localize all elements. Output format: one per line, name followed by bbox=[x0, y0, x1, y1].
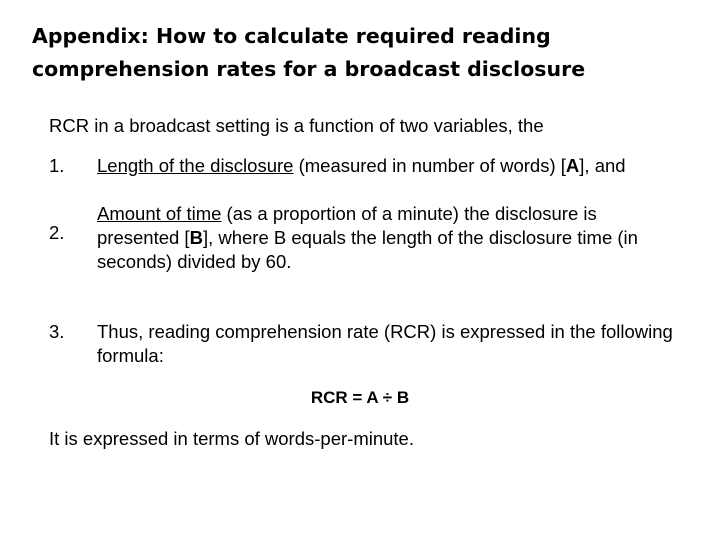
variable-label: B bbox=[189, 227, 203, 248]
list-item-number: 1. bbox=[49, 155, 65, 176]
formula: RCR = A ÷ B bbox=[310, 388, 410, 407]
list-item-text: (as a proportion of a minute) the disclosure is presented [ bbox=[97, 203, 597, 248]
list-item-text: ], where B equals the length of the disclosure time (in seconds) divided by 60. bbox=[97, 227, 638, 272]
variable-label: A bbox=[565, 155, 580, 176]
list-item-text: (measured in number of words) [ bbox=[293, 155, 566, 176]
list-item-text: ], and bbox=[579, 155, 626, 176]
list-item-number: 2. bbox=[49, 222, 65, 243]
title-line-1: Appendix: How to calculate required reading bbox=[32, 24, 551, 48]
closing-paragraph: It is expressed in terms of words-per-minute. bbox=[49, 428, 414, 449]
list-item-body bbox=[97, 202, 677, 274]
title-line-2: comprehension rates for a broadcast disclosure bbox=[32, 57, 586, 81]
list-item-body: Thus, reading comprehension rate (RCR) is expressed in the following formula: bbox=[97, 321, 673, 366]
underlined-term: Length of the disclosure bbox=[97, 155, 294, 176]
underlined-term: Amount of time bbox=[97, 203, 222, 224]
intro-paragraph: RCR in a broadcast setting is a function of two variables, the bbox=[49, 115, 544, 136]
page-title bbox=[32, 20, 702, 86]
list-item-number: 3. bbox=[49, 321, 65, 342]
list-item-body bbox=[97, 154, 677, 178]
